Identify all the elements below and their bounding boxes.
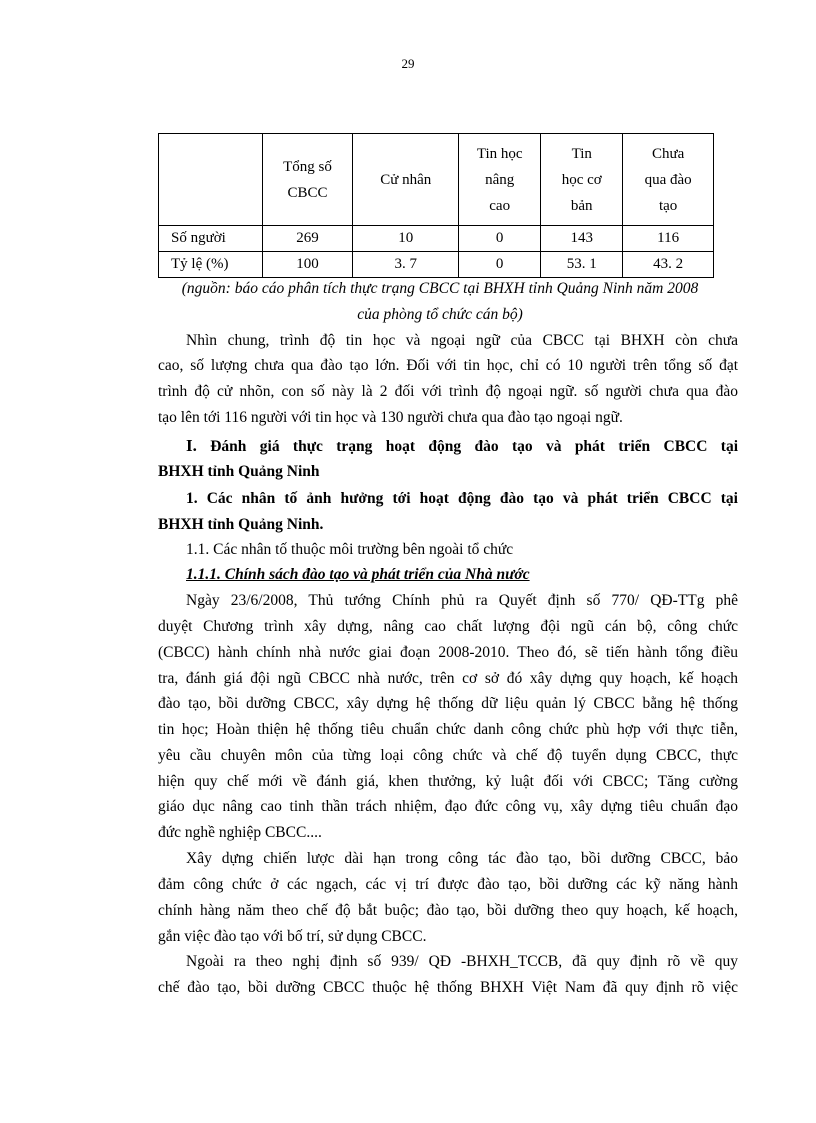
table-header-cell: Tổng số CBCC <box>262 134 353 226</box>
table-header-cell: Tin học nâng cao <box>459 134 541 226</box>
paragraph-line: tra, đánh giá đội ngũ CBCC nhà nước, trên cơ sở đó xây dựng quy hoạch, kế hoạch <box>158 670 738 687</box>
table-header-cell: Cử nhân <box>353 134 459 226</box>
table-cell: 43. 2 <box>623 252 714 278</box>
section-heading-I <box>186 436 738 456</box>
paragraph-line: chính hàng năm theo chế độ bắt buộc; đào tạo, bồi dưỡng theo quy hoạch, kế hoạch, <box>158 902 738 919</box>
table-cell: 10 <box>353 226 459 252</box>
paragraph-line: duyệt Chương trình xây dựng, nâng cao chất lượng đội ngũ cán bộ, công chức <box>158 618 738 635</box>
section-heading-1: 1. Các nhân tố ảnh hưởng tới hoạt động đào tạo và phát triển CBCC tại <box>186 490 738 507</box>
paragraph-line: gắn việc đào tạo với bố trí, sử dụng CBCC. <box>158 928 427 945</box>
heading-text: Đánh giá thực trạng hoạt động đào tạo và phát triển CBCC tại <box>210 438 739 455</box>
paragraph-line: đảm công chức ở các ngạch, các vị trí được đào tạo, bồi dưỡng các kỹ năng hành <box>158 876 738 893</box>
paragraph-line: chế đào tạo, bồi dưỡng CBCC thuộc hệ thống BHXH Việt Nam đã quy định rõ việc <box>158 979 738 996</box>
paragraph-line: Ngoài ra theo nghị định số 939/ QĐ -BHXH_TCCB, đã quy định rõ về quy <box>186 953 738 970</box>
table-row <box>159 226 714 252</box>
table-header-cell: Tin học cơ bản <box>541 134 623 226</box>
table-header-row <box>159 134 714 226</box>
section-heading-1-cont: BHXH tỉnh Quảng Ninh. <box>158 516 324 533</box>
staff-statistics-table <box>158 133 714 278</box>
paragraph-line: Ngày 23/6/2008, Thủ tướng Chính phủ ra Quyết định số 770/ QĐ-TTg phê <box>186 592 738 609</box>
table-cell: 0 <box>459 252 541 278</box>
table-cell: 53. 1 <box>541 252 623 278</box>
section-heading-1-1-1: 1.1.1. Chính sách đào tạo và phát triển của Nhà nước <box>186 566 530 583</box>
paragraph-line: (CBCC) hành chính nhà nước giai đoạn 2008-2010. Theo đó, sẽ tiến hành tổng điều <box>158 644 738 661</box>
paragraph-line: cao, số lượng chưa qua đào tạo lớn. Đối với tin học, chỉ có 10 người trên tổng số đạt <box>158 357 738 374</box>
table-cell: 116 <box>623 226 714 252</box>
table-cell: 100 <box>262 252 353 278</box>
section-heading-I-cont: BHXH tỉnh Quảng Ninh <box>158 463 320 480</box>
paragraph-line: Xây dựng chiến lược dài hạn trong công tác đào tạo, bồi dưỡng CBCC, bảo <box>186 850 738 867</box>
paragraph-line: trình độ cử nhõn, con số này là 2 đối với trình độ ngoại ngữ. số người chưa qua đào <box>158 383 738 400</box>
paragraph-line: yêu cầu chuyên môn của từng loại công chức và chế độ tuyển dụng CBCC, thực <box>158 747 738 764</box>
paragraph-line: hiện quy chế mới về đánh giá, khen thưởng, kỷ luật đối với CBCC; Tăng cường <box>158 773 738 790</box>
heading-number: I. <box>186 436 197 455</box>
table-caption: của phòng tổ chức cán bộ) <box>357 306 523 323</box>
table-caption: (nguồn: báo cáo phân tích thực trạng CBCC tại BHXH tỉnh Quảng Ninh năm 2008 <box>181 280 699 297</box>
table-cell: Số người <box>159 226 263 252</box>
paragraph-line: giáo dục nâng cao tinh thần trách nhiệm, đạo đức công vụ, xây dựng tiêu chuẩn đạo <box>158 798 738 815</box>
table-cell: 3. 7 <box>353 252 459 278</box>
table-header-cell: Chưa qua đào tạo <box>623 134 714 226</box>
table-cell: 0 <box>459 226 541 252</box>
paragraph-line: Nhìn chung, trình độ tin học và ngoại ngữ của CBCC tại BHXH còn chưa <box>186 332 738 349</box>
paragraph-line: tin học; Hoàn thiện hệ thống tiêu chuẩn chức danh công chức phù hợp với thực tiễn, <box>158 721 738 738</box>
table-cell: 143 <box>541 226 623 252</box>
page-number: 29 <box>401 56 415 71</box>
table-header-cell <box>159 134 263 226</box>
table-cell: Tỷ lệ (%) <box>159 252 263 278</box>
table-row <box>159 252 714 278</box>
paragraph-line: đức nghề nghiệp CBCC.... <box>158 824 322 841</box>
section-heading-1-1: 1.1. Các nhân tố thuộc môi trường bên ngoài tổ chức <box>186 541 514 558</box>
table-cell: 269 <box>262 226 353 252</box>
paragraph-line: tạo lên tới 116 người với tin học và 130 người chưa qua đào tạo ngoại ngữ. <box>158 409 623 426</box>
paragraph-line: đào tạo, bồi dưỡng CBCC, xây dựng hệ thống dữ liệu quản lý CBCC bằng hệ thống <box>158 695 738 712</box>
